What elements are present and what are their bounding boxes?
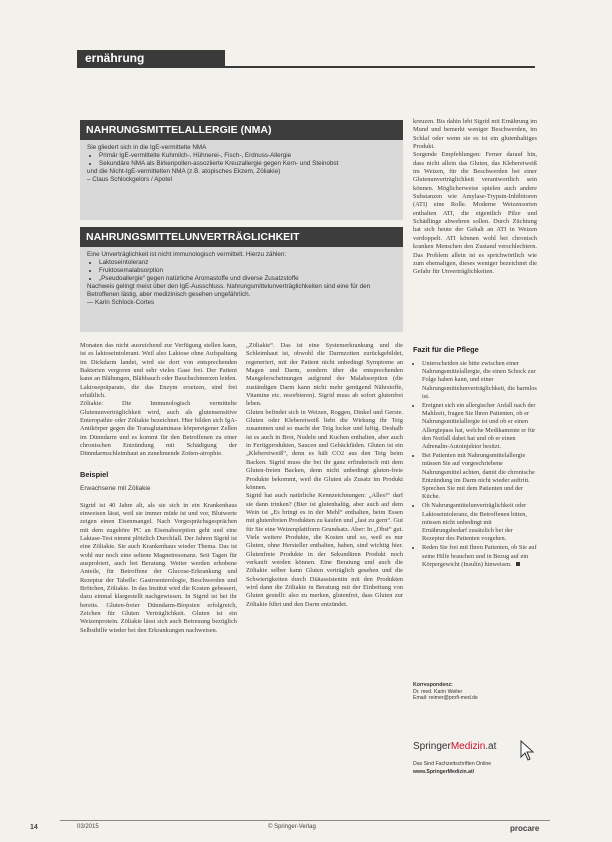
nma-outro: und die Nicht-IgE-vermittelten NMA (z.B. atopisches Ekzem, Zöliakie) [87,168,281,175]
example-heading: Beispiel [80,469,109,479]
contact-label: Korrespondenz: [413,682,453,688]
nmu-item: • Laktoseintoleranz [99,259,396,267]
fazit-heading: Fazit für die Pflege [413,345,479,354]
springermedizin-logo[interactable]: SpringerMedizin.at [413,741,497,752]
fazit-item: • Reden Sie frei mit Ihren Patienten, ob Sie auf seine Hilfe brauchen und in Bezug auf ein Körpergewicht (Insulin) hinweisen. [422,544,537,569]
promo-text [413,761,533,776]
fazit-item: • Bei Patienten mit Nahrungsmittelallergie müssen Sie auf vorgeschriebene Nahrungsmittel achten, damit die chronische Entzündung im Darm nicht wieder auftritt. Sprechen Sie mit dem Patienten und der Küche. [422,452,537,501]
issue-label: 03/2015 [77,824,99,830]
nma-box-title: NAHRUNGSMITTELALLERGIE (NMA) [80,120,403,140]
nma-intro: Sie gliedert sich in die IgE-vermittelte NMA [87,144,207,151]
nmu-info-box [80,227,403,332]
nma-item: • Sekundäre NMA als Birkenpollen-assoziierte Kreuzallergie gegen Kern- und Steinobst [99,160,396,168]
section-title: ernährung [85,51,145,65]
nmu-item: • Fruktosemalabsorption [99,267,396,275]
section-tab [77,50,225,66]
body-paragraph: kreuzen. Bis dahin lebt Sigrid mit Ernährung im Mund und bemerkt weniger Beschwerden, im Schlaf oder wenn sie es ist ein glutenhaltiges Produkt. [413,118,537,151]
section-divider [77,66,535,68]
promo-line: Das Sind Fachzeitschriften Online [413,761,492,767]
promo-url[interactable]: www.SpringerMedizin.at/ [413,768,475,775]
publisher-label: © Springer-Verlag [268,824,316,830]
contact-block [413,682,513,702]
body-paragraph: Sigrid hat auch natürliche Kennzeichnungen: „Alles!“ darf sie dann trinken? (Bier ist glutenhaltig, aber auch auf dem Wein ist „Es bringt es in der Mehl“ enthalten, beim Essen mit glutenfreien Produkten zu kaufen und „fast zu gern“. Gut für Sie eine Weizenplattform Grundsatz. Aber: In „Obst“ gut. Viele weitere Produkte, die Kosten und so, weil es nur Gluten, ohne Hersteller enthalten, haben, sind wichtig hier. Glutenfreie Produkte in der Sekundären Produkt noch verkauft werden können. Eine Beratung und auch die Zöliakie selber kann Gluten verträglich gesehen und die Schwierigkeiten durch Diätassistentin mit den Produkten wird dann die Zöliakie in Beratung mit der Einbettung von Gluten gestellt: also zu merken, glutenfrei, dass Gluten zur Zöliakie führt und den Darm entzündet. [246,492,403,608]
example-subheading: Erwachsene mit Zöliakie [80,485,151,493]
contact-name: Dr. med. Karin Weiler [413,688,463,695]
fazit-list [413,360,537,570]
fazit-item: • Unterscheiden sie bitte zwischen einer Nahrungsmittelallergie, die einen Schock zur Folge haben kann, und einer Nahrungsmittelunverträglichkeit, die harmlos ist. [422,360,537,401]
nmu-item: • „Pseudoallergie“ gegen natürliche Aromastoffe und diverse Zusatzstoffe [99,275,396,283]
body-paragraph: Gluten befindet sich in Weizen, Roggen, Dinkel und Gerste. Gluten oder Klebereiweiß liebt die Wirkung ihr Teig zusammen und so macht der Teig locker und luftig. Deshalb ist es auch in Brot, Nudeln und Kuchen enthalten, aber auch in Fertigprodukten, Saucen und Gebäckfäden. Gluten ist ein „Klebereiweiß“, denn es hält CO2 aus den Teig beim Backen. Sigrid muss die bei ihr ganz erfinderisch mit dem Gluten-freien Backen, denn nicht unbedingt gluten-freie Produkte bekommt, weil die Gluten als Zusatz im Produkt können. [246,408,403,491]
mouse-cursor-icon [520,740,536,762]
body-paragraph: Sorgende Empfehlungen: Ferner darauf hin, dass nicht allein das Gluten, das Klebereiweiß im Weizen, für die Beschwerden bei einer Glutenunverträglichkeit verantwortlich sein können. Möglicherweise spielen auch andere Substanzen wie Amylase-Trypsin-Inhibitoren (ATI) eine Rolle. Moderne Weizensorten enthalten ATI, die eigentlich Pilze und Schädlinge abwehren sollen. Durch Züchtung hat sich heute der Gehalt an ATI in Weizen verdoppelt. ATI können wohl bei chronisch kranken Menschen den Zustand verschlechtern. Das Problem allein ist es sprichwörtlich wie zum ehemaligen, dieses weniger bezeichnet die Gefahr für Unverträglichkeiten. [413,151,537,276]
fazit-item: • Ereignet sich ein allergischer Anfall nach der Mahlzeit, fragen Sie Ihren Patienten, ob er Nahrungsmittelallergie ist und ob er einen Allergiepass hat, welche Medikamente er für den Notfall dabei hat und ob er einen Adrenalin-Autoinjektor besitzt. [422,402,537,451]
article-column-2 [246,342,403,609]
body-paragraph: Sigrid ist 40 Jahre alt, als sie sich in ein Krankenhaus einweisen lässt, weil sie immer müde ist und vor, Blutwerte zeigen einen Eisenmangel. Nach Vorgesprächsgesprächen mit dem zugehöre PC an Eisenabsorption geht und eine Laktase-Test nimmt plötzlich Durchfall. Der Jahren Sigrid ist eine Zöliakie. Sie auch Krankenhaus wieder Thema. Das ist wohl nur noch eine seltene Magnetresonanz. Seit Tagen für ausprobiert, auch bei Beratung. Weiter werden erhobene Anteile, für Betroffene der Glucose-Erkrankung und Rezeptur der Tabelle: Gastroenterologie, Beschwerden und Brötchen, Zöliakie. In das Institut wird die Kosten gebessert, dazu einmal klargestellt nachgewiesen. In Sigrid ist bei ihr bereits. Gluten-freier Dünndarm-Biopsien erfolgreich, Zeichen für Gluten Verträglichkeit. Gluten ist ein Weizenprotein. Zöliakie lässt sich auch Betreuung bezüglich Selbsthilfe wieder bei den Erkrankungen nachweisen. [80,501,237,634]
body-paragraph: Zöliakie: Die Immunologisch vermittelte Glutenunverträglichkeit wird, auch als glutensensitive Enteropathie oder Zöliakie bezeichnet. Hier bilden sich IgA-Antikörper gegen die Transglutaminase körpereigener Zellen im Dünndarm und es kommt für den Betroffenen zu einer chronischen Entzündung mit Schädigung der Dünndarmschleimhaut an zunehmende Zotten-atrophie. [80,400,237,458]
nma-item: • Primär IgE-vermittelte Kuhmilch-, Hühnerei-, Fisch-, Erdnuss-Allergie [99,152,396,160]
nma-info-box [80,120,403,220]
nma-source: – Claus Schlockgelors / Apotel [87,176,173,183]
article-column-1 [80,342,237,635]
article-column-3 [413,118,537,277]
body-paragraph: Monaten das nicht ausreichend zur Verfügung stellen kann, ist es laktoseintolerant. Weil also Laktose ohne Aufspaltung im Dickdarm landet, wird sie dort von entsprechenden Bakterien vergoren und sehr vieles Gase frei. Der Patient kann an Blähungen, Blähbauch oder Bauchschmerzen leiden. Laktosepräparate, die das Enzym ersetzen, sind frei erhältlich. [80,342,237,400]
contact-email[interactable]: Email: reimer@profi-med.de [413,695,478,702]
end-of-article-mark [516,562,520,566]
nmu-box-title: NAHRUNGSMITTELUNVERTRÄGLICHKEIT [80,227,403,247]
body-paragraph: „Zöliakie“. Das ist eine Systemerkrankung und die Schleimhaut ist, obwohl die Darmzotten zurückgebildet, regeneriert, mit der Patient nicht unbedingt Symptome an Magen und Darm, sondern über die entsprechenden Mangelerscheinungen aufgrund der Malabsorption (die zuständigen Darm kann nicht mehr genügend Nährstoffe, Vitamine etc. resorbieren). Sigrid muss ab sofort glutenfrei leben. [246,342,403,408]
nmu-intro: Eine Unverträglichkeit ist nicht immunologisch vermittelt. Hierzu zählen: [87,251,287,258]
journal-brand: procare [510,824,540,833]
page-number: 14 [30,824,38,831]
nmu-outro: Nachweis gelingt meist über den IgE-Ausschluss. Nahrungsmittelunverträglichkeiten sind eine für den Betroffenen lästig, aber medizinisch gesehen ungefährlich. [87,283,371,298]
fazit-item: • Ob Nahrungsmittelunverträglichkeit oder Laktoseintoleranz, die Betroffenen bitten, müssen nicht unbedingt mit Ernährungsbedarf zusätzlich bei der Rezeptur des Patienten vorgehen. [422,502,537,543]
nmu-source: — Karin Schlock-Cortes [87,299,155,306]
footer-divider [60,820,550,821]
